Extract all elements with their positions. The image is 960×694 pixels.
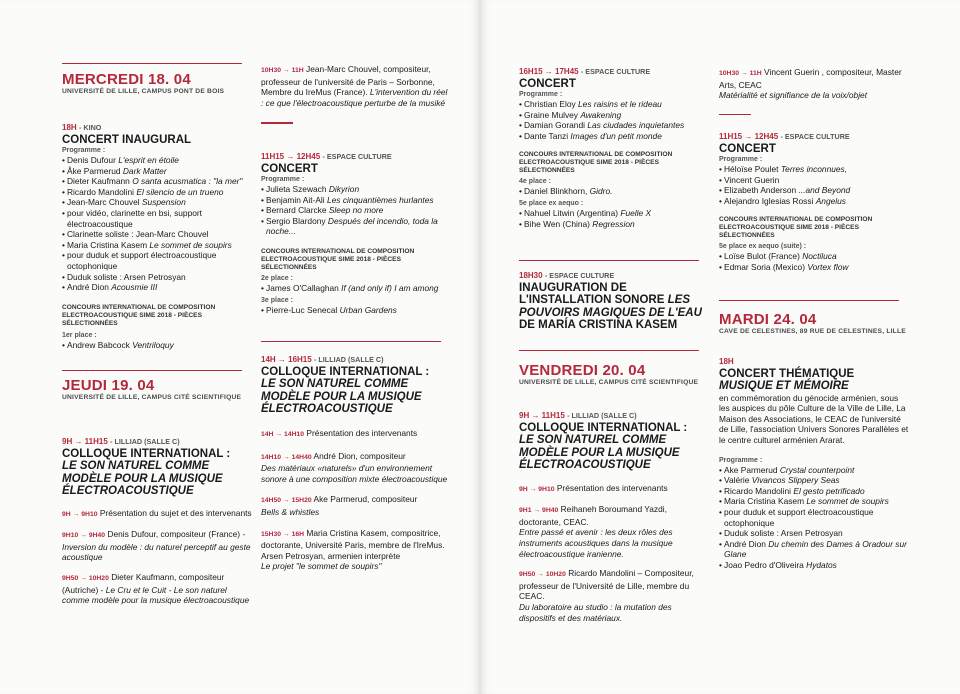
list-item: • pour duduk et support électroacoustique octophonique: [62, 250, 252, 271]
event-venue: - ESPACE CULTURE: [322, 152, 392, 161]
colloque-jeudi: [62, 436, 252, 606]
programme-label: Programme :: [261, 176, 305, 184]
event-title: INAUGURATION DE L'INSTALLATION SONORE LES POUVOIRS MAGIQUES DE L'EAU DE MARÍA CRISTINA KASEM: [519, 281, 702, 332]
list-item: • Ake Parmerud Crystal counterpoint: [719, 465, 909, 476]
colloque-vendredi: [519, 410, 709, 623]
list-item: • Pierre-Luc Senecal Urban Gardens: [261, 305, 451, 316]
event-venue: - LILLIAD (SALLE C): [314, 355, 384, 365]
list-item: • Clarinette soliste : Jean-Marc Chouvel: [62, 229, 252, 240]
programme-list: [62, 155, 252, 293]
list-item: • Damian Gorandi Las ciudades inquietantes: [519, 120, 709, 131]
competition-heading: CONCOURS INTERNATIONAL DE COMPOSITION ELECTROACOUSTIQUE SIME 2018 - PIÈCES SÉLECTIONNÉES: [519, 151, 673, 175]
place-label: 5e place ex aequo (suite) :: [719, 243, 807, 251]
session: 9H10 → 9H40 Denis Dufour, compositeur (France) - Inversion du modèle : du naturel perceptif au geste acoustique: [62, 529, 251, 563]
day-mercredi: [62, 63, 252, 96]
talk-chouvel: 10H30 → 11H Jean-Marc Chouvel, compositeur, professeur de l'université de Paris – Sorbonne, Membre du IreMus (France). L'intervention du réel : ce que l'électroacoustique perturbe de la musiké: [261, 64, 451, 124]
event-subtitle: LE SON NATUREL COMME MODÈLE POUR LA MUSIQUE ÉLECTROACOUSTIQUE: [261, 378, 422, 416]
day-place: CAVE DE CELESTINES, 89 RUE DE CELESTINES, LILLE: [719, 328, 906, 336]
divider: [62, 370, 242, 371]
list-item: • Nahuel Litwin (Argentina) Fuelle X: [519, 208, 709, 219]
day-title: VENDREDI 20. 04: [519, 362, 646, 380]
event-time: 14H → 16H15: [261, 355, 312, 365]
talk-guerin: 10H30 → 11H Vincent Guerin , compositeur, Master Arts, CEAC Matérialité et signifiance de la voix/objet: [719, 67, 909, 115]
concert-jeudi-pm: [519, 66, 709, 229]
event-title: CONCERT: [719, 142, 776, 155]
list-item: • Bernard Clarcke Sleep no more: [261, 205, 451, 216]
event-time: 11H15 → 12H45: [719, 132, 779, 141]
list-item: • Duduk soliste : Arsen Petrosyan: [62, 272, 252, 283]
short-divider: [261, 122, 293, 123]
session: 14H10 → 14H40 André Dion, compositeur Des matériaux «naturels» d'un environnement sonore à une composition mixte électroacoustique: [261, 450, 448, 484]
session: 14H50 → 15H20 Ake Parmerud, compositeur Bells & whistles: [261, 494, 418, 517]
event-venue: - ESPACE CULTURE: [544, 271, 615, 281]
divider: [261, 341, 441, 342]
event-description: en commémoration du génocide arménien, sous les auspices du pôle Culture de la Ville de Lille, La Maison des Associations, le CEAC de l'université de Lille, l'association Univers Sonores Parallèles et le centre culturel arménien Ararat.: [719, 392, 909, 445]
list-item: • Dante Tanzi Images d'un petit monde: [519, 131, 709, 142]
list-item: • Bihe Wen (China) Regression: [519, 219, 709, 230]
day-place: UNIVERSITÉ DE LILLE, CAMPUS CITÉ SCIENTIFIQUE: [62, 394, 242, 402]
concert-thematique: [719, 357, 909, 571]
concert-inaugural: [62, 122, 252, 350]
divider: [62, 63, 242, 64]
list-item: • Benjamin Ait-Ali Les cinquantièmes hurlantes: [261, 195, 451, 206]
place-label: 2e place :: [261, 275, 293, 283]
list-item: • Maria Cristina Kasem Le sommet de soupirs: [62, 240, 252, 251]
day-title: JEUDI 19. 04: [62, 377, 155, 395]
place-list: [719, 251, 909, 272]
session: 9H50 → 10H20 Ricardo Mandolini – Compositeur, professeur de l'Université de Lille, membre du CEAC. Du laboratoire au studio : la mutation des dispositifs et des matériaux.: [519, 568, 694, 623]
event-title: COLLOQUE INTERNATIONAL :: [519, 421, 688, 434]
event-subtitle: LE SON NATUREL COMME MODÈLE POUR LA MUSIQUE ÉLECTROACOUSTIQUE: [519, 434, 680, 472]
programme-label: Programme :: [719, 456, 763, 464]
list-item: • Héloïse Poulet Terres inconnues,: [719, 164, 909, 175]
programme-list: [261, 184, 451, 237]
programme-list: [519, 99, 709, 141]
place-label: 3e place :: [261, 296, 293, 304]
colloque-jeudi-pm: [261, 341, 451, 572]
programme-label: Programme :: [519, 91, 563, 99]
list-item: • André Dion Du chemin des Dames à Oradour sur Glane: [719, 539, 909, 560]
divider: [519, 260, 699, 261]
session: 14H → 14H10 Présentation des intervenants: [261, 427, 418, 438]
event-title: CONCERT: [261, 162, 318, 175]
session: 9H → 9H10 Présentation du sujet et des intervenants: [62, 507, 252, 518]
day-title: MERCREDI 18. 04: [62, 71, 191, 89]
list-item: • Andrew Babcock Ventriloquy: [62, 340, 252, 351]
event-title: COLLOQUE INTERNATIONAL :: [62, 447, 231, 460]
concert-jeudi: [261, 151, 451, 315]
event-venue: - LILLIAD (SALLE C): [110, 437, 180, 446]
list-item: • Jean-Marc Chouvel Suspension: [62, 197, 252, 208]
session: 9H1 → 9H40 Reihaneh Boroumand Yazdi, doctorante, CEAC. Entre passé et avenir : les deux rôles des instruments acoustiques dans la musique électroacoustique iranienne.: [519, 504, 673, 559]
list-item: • Vincent Guerin: [719, 175, 909, 186]
competition-heading: CONCOURS INTERNATIONAL DE COMPOSITION ELECTROACOUSTIQUE SIME 2018 - PIÈCES SÉLECTIONNÉES: [62, 303, 216, 327]
list-item: • Edmar Soria (Mexico) Vortex flow: [719, 262, 909, 273]
place-label: 4e place :: [519, 178, 551, 186]
session: 15H30 → 16H Maria Cristina Kasem, compositrice, doctorante, Université Paris, membre de l'IreMus. Arsen Petrosyan, armenien interprète Le projet "le sommet de soupirs": [261, 527, 445, 572]
day-place: UNIVERSITÉ DE LILLE, CAMPUS CITÉ SCIENTIFIQUE: [519, 379, 699, 387]
list-item: • James O'Callaghan If (and only if) I am among: [261, 283, 451, 294]
list-item: • Sergio Blardony Después del incendio, toda la noche...: [261, 216, 451, 237]
day-title: MARDI 24. 04: [719, 311, 817, 329]
event-subtitle: LE SON NATUREL COMME MODÈLE POUR LA MUSIQUE ÉLECTROACOUSTIQUE: [62, 460, 223, 498]
event-time: 9H → 11H15: [62, 437, 108, 446]
list-item: • pour duduk et support électroacoustique octophonique: [719, 507, 909, 528]
session: 9H → 9H10 Présentation des intervenants: [519, 482, 668, 493]
list-item: • Valérie Vivancos Slippery Seas: [719, 475, 909, 486]
concert-vendredi: [719, 131, 909, 273]
event-title: CONCERT INAUGURAL: [62, 133, 192, 146]
session: 9H50 → 10H20 Dieter Kaufmann, compositeur (Autriche) - Le Cru et le Cuit - Le son naturel comme modèle pour la musique électroacoustique: [62, 571, 250, 606]
list-item: • Alejandro Iglesias Rossi Angelus: [719, 196, 909, 207]
event-subtitle: MUSIQUE ET MÉMOIRE: [719, 380, 849, 393]
list-item: • Denis Dufour L'esprit en étoile: [62, 155, 252, 166]
list-item: • pour vidéo, clarinette en bsi, support électroacoustique: [62, 208, 252, 229]
day-jeudi: [62, 370, 252, 402]
event-venue: - ESPACE CULTURE: [580, 67, 651, 76]
event-venue: - LILLIAD (SALLE C): [567, 411, 637, 420]
list-item: • Åke Parmerud Dark Matter: [62, 166, 252, 177]
programme-label: Programme :: [62, 147, 106, 155]
event-title: CONCERT: [519, 77, 576, 90]
list-item: • Daniel Blinkhorn, Gidro.: [519, 186, 709, 197]
list-item: • André Dion Acousmie III: [62, 282, 252, 293]
programme-list: [719, 465, 909, 571]
list-item: • Ricardo Mandolini El silencio de un trueno: [62, 187, 252, 198]
event-time: 18H: [62, 123, 77, 132]
day-place: UNIVERSITÉ DE LILLE, CAMPUS PONT DE BOIS: [62, 88, 225, 96]
place-list: [519, 208, 709, 229]
inauguration: [519, 260, 709, 332]
event-time: 18H: [719, 357, 734, 366]
event-title: COLLOQUE INTERNATIONAL :: [261, 365, 430, 378]
list-item: • Julieta Szewach Dikyrion: [261, 184, 451, 195]
list-item: • Joao Pedro d'Oliveira Hydatos: [719, 560, 909, 571]
day-vendredi: [519, 350, 709, 387]
list-item: • Loïse Bulot (France) Noctiluca: [719, 251, 909, 262]
list-item: • Duduk soliste : Arsen Petrosyan: [719, 528, 909, 539]
programme-list: [719, 164, 909, 206]
divider: [719, 300, 899, 301]
competition-heading: CONCOURS INTERNATIONAL DE COMPOSITION ELECTROACOUSTIQUE SIME 2018 - PIÈCES SÉLECTIONNÉES: [719, 216, 873, 240]
day-mardi: [719, 300, 909, 336]
list-item: • Graine Mulvey Awakening: [519, 110, 709, 121]
list-item: • Dieter Kaufmann O santa acusmatica : "la mer": [62, 176, 252, 187]
event-venue: - ESPACE CULTURE: [780, 132, 850, 141]
short-divider: [719, 114, 751, 115]
list-item: • Elizabeth Anderson ...and Beyond: [719, 185, 909, 196]
event-time: 16H15 → 17H45: [519, 67, 579, 76]
competition-heading: CONCOURS INTERNATIONAL DE COMPOSITION ELECTROACOUSTIQUE SIME 2018 - PIÈCES SÉLECTIONNÉES: [261, 248, 415, 272]
programme-label: Programme :: [719, 156, 763, 164]
event-venue: - KINO: [79, 123, 102, 132]
event-title: CONCERT THÉMATIQUE: [719, 367, 855, 380]
list-item: • Ricardo Mandolini El gesto petrificado: [719, 486, 909, 497]
place-label: 1er place :: [62, 331, 97, 339]
divider: [519, 350, 699, 351]
event-time: 11H15 → 12H45: [261, 152, 321, 161]
place-label: 5e place ex aequo :: [519, 200, 584, 208]
list-item: • Maria Cristina Kasem Le sommet de soupirs: [719, 496, 909, 507]
event-time: 9H → 11H15: [519, 411, 565, 420]
event-time: 18H30: [519, 271, 543, 281]
list-item: • Christian Eloy Les raisins et le rideau: [519, 99, 709, 110]
